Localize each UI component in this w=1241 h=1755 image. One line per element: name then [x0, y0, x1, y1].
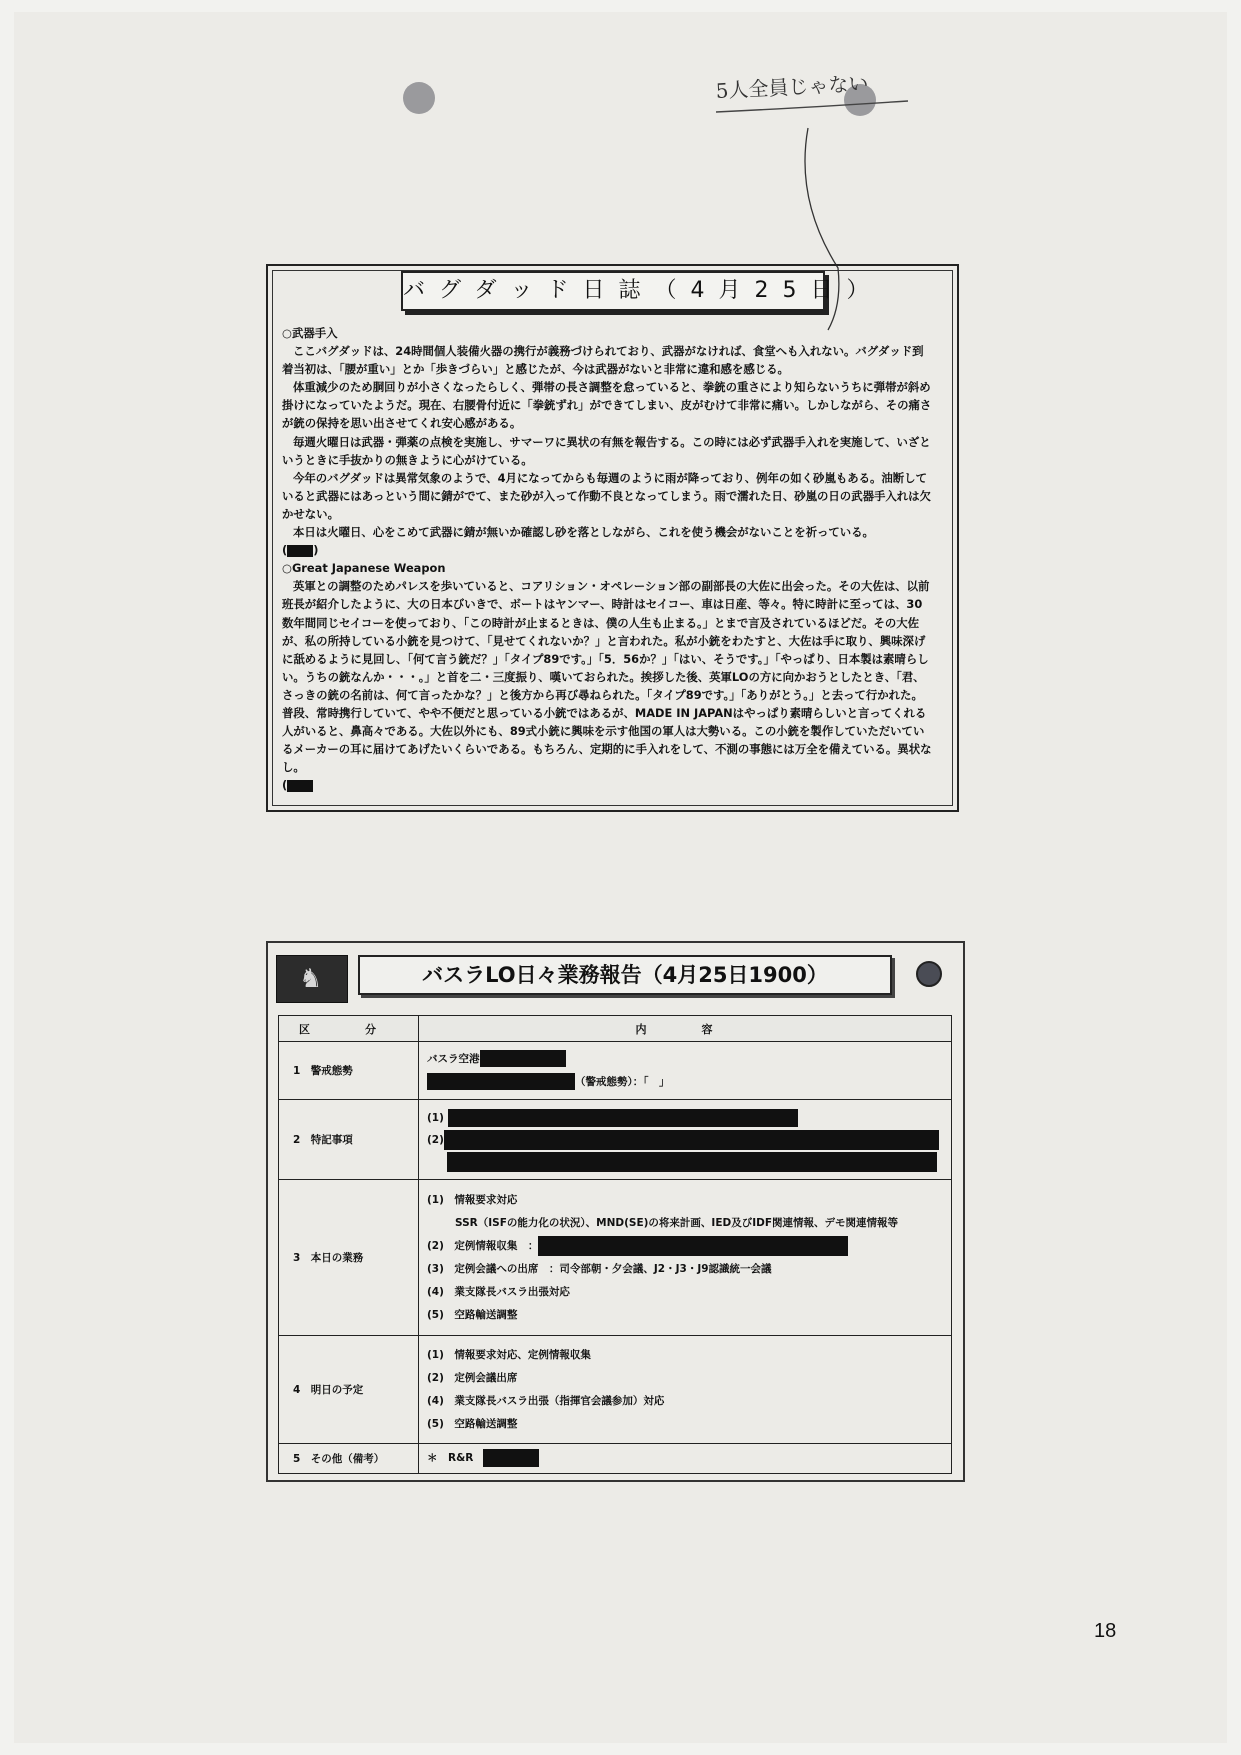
row-category: 4 明日の予定	[279, 1336, 419, 1444]
table-row	[279, 1444, 952, 1474]
row-category: 2 特記事項	[279, 1100, 419, 1180]
table-row	[279, 1336, 952, 1444]
redaction-block	[448, 1109, 798, 1127]
content-line: (4) 業支隊長バスラ出張対応	[427, 1285, 570, 1298]
content-line: ＊ R&R	[427, 1452, 474, 1464]
author-tag: (	[282, 776, 932, 794]
row-content	[419, 1100, 952, 1180]
content-line: （警戒態勢）：「 」	[575, 1075, 670, 1088]
content-line: (1) 情報要求対応、定例情報収集	[427, 1348, 591, 1361]
section-heading-weapon-care: ○武器手入	[282, 326, 338, 340]
content-line: (4) 業支隊長バスラ出張（指揮官会議参加）対応	[427, 1394, 665, 1407]
diary-paragraph: 今年のバグダッドは異常気象のようで、4月になってからも毎週のように雨が降っており、例年の如く砂嵐もある。油断していると武器にはあっという間に錆がでて、また砂が入って作動不良となってしまう。雨で濡れた日、砂嵐の日の武器手入れは欠かせない。	[282, 470, 931, 521]
diary-paragraph: 本日は火曜日、心をこめて武器に錆が無いか確認し砂を落としながら、これを使う機会がないことを祈っている。	[293, 525, 874, 540]
diary-paragraph: 英軍との調整のためパレスを歩いていると、コアリション・オペレーション部の副部長の大佐に出会った。その大佐は、以前班長が紹介したように、大の日本びいきで、ボートはヤンマー、時計はセイコー、車は日産、等々。特に時計に至っては、30数年間同じセイコーを使っており、「この時計が止まるときは、僕の人生も止まる。」とまで言及されているほどだ。その大佐が、私の所持している小銃を見つけて、「見せてくれないか？」と言われた。私が小銃をわたすと、大佐は手に取り、興味深げに舐めるように見回し、「何て言う銃だ？」「タイプ89です。」「5．56か？」「はい、そうです。」「やっぱり、日本製は素晴らしい。うちの銃なんか・・・。」と首を二・三度振り、嘆いておられた。挨拶した後、英軍LOの方に向かおうとしたとき、「君、さっきの銃の名前は、何て言ったかな？」と後方から再び尋ねられた。「タイプ89です。」「ありがとう。」と去って行かれた。普段、常時携行していて、やや不便だと思っている小銃ではあるが、MADE IN JAPANはやっぱり素晴らしいと言ってくれる人がいると、鼻高々である。大佐以外にも、89式小銃に興味を示す他国の軍人は大勢いる。この小銃を製作していただいているメーカーの耳に届けてあげたいくらいである。もちろん、定期的に手入れをして、不測の事態には万全を備えている。異状なし。	[282, 579, 932, 775]
diary-paragraph: 毎週火曜日は武器・弾薬の点検を実施し、サマーワに異状の有無を報告する。この時には必ず武器手入れを実施して、いざというときに手抜かりの無きように心がけている。	[282, 434, 931, 467]
redaction-block	[483, 1449, 539, 1467]
lamassu-logo	[276, 955, 348, 1003]
redaction-block	[538, 1236, 848, 1256]
handwritten-note: 5人全員じゃない	[715, 71, 869, 103]
row-content	[419, 1336, 952, 1444]
header-category: 区 分	[279, 1016, 419, 1042]
content-line: (2) 定例情報収集 ：	[427, 1239, 539, 1252]
redaction-block	[287, 780, 313, 792]
row-content	[419, 1180, 952, 1336]
status-dot-icon	[916, 961, 942, 987]
diary-paragraph: ここバグダッドは、24時間個人装備火器の携行が義務づけられており、武器がなければ、食堂へも入れない。バグダッド到着当初は、「腰が重い」とか「歩きづらい」と感じたが、今は武器がないと非常に違和感を感じる。	[282, 344, 924, 377]
punch-hole-left	[403, 82, 435, 114]
diary-paragraph: 体重減少のため胴回りが小さくなったらしく、弾帯の長さ調整を怠っていると、拳銃の重さにより知らないうちに弾帯が斜め掛けになっていたようだ。現在、右腰骨付近に「拳銃ずれ」ができてしまい、皮がむけて非常に痛い。しかしながら、その痛さが銃の保持を思い出させてくれ安心感がある。	[282, 380, 932, 431]
diary-box	[266, 264, 959, 812]
daily-report-box	[266, 941, 965, 1482]
redaction-block	[480, 1050, 566, 1067]
section-heading-great-japanese-weapon: ○Great Japanese Weapon	[282, 561, 446, 576]
content-line: (1)	[427, 1111, 444, 1124]
diary-body	[282, 324, 932, 794]
content-line: (2)	[427, 1133, 444, 1146]
row-content	[419, 1444, 952, 1474]
redaction-block	[447, 1152, 937, 1172]
content-line: SSR（ISFの能力化の状況）、MND(SE)の将来計画、IED及びIDF関連情報、デモ関連情報等	[455, 1216, 899, 1229]
table-row	[279, 1042, 952, 1100]
table-row	[279, 1100, 952, 1180]
row-category: 5 その他（備考）	[279, 1444, 419, 1474]
redaction-block	[427, 1073, 575, 1090]
content-line: バスラ空港	[427, 1052, 480, 1065]
content-line: (5) 空路輸送調整	[427, 1308, 518, 1321]
author-tag: ( )	[282, 543, 319, 558]
table-row	[279, 1180, 952, 1336]
redaction-block	[287, 545, 313, 557]
content-line: (5) 空路輸送調整	[427, 1417, 518, 1430]
content-line: (2) 定例会議出席	[427, 1371, 518, 1384]
row-content	[419, 1042, 952, 1100]
diary-title: バグダッド日誌（4月25日）	[401, 271, 825, 311]
content-line: (3) 定例会議への出席 ：司令部朝・夕会議、J2・J3・J9認識統一会議	[427, 1262, 772, 1275]
report-title: バスラLO日々業務報告（4月25日1900）	[358, 955, 892, 995]
winged-bull-icon: ♞	[299, 964, 323, 994]
page-number: 18	[1094, 1620, 1117, 1642]
redaction-block	[444, 1130, 939, 1150]
report-table	[278, 1015, 952, 1474]
row-category: 3 本日の業務	[279, 1180, 419, 1336]
table-header-row	[279, 1016, 952, 1042]
header-content: 内 容	[419, 1016, 952, 1042]
content-line: (1) 情報要求対応	[427, 1193, 518, 1206]
row-category: 1 警戒態勢	[279, 1042, 419, 1100]
